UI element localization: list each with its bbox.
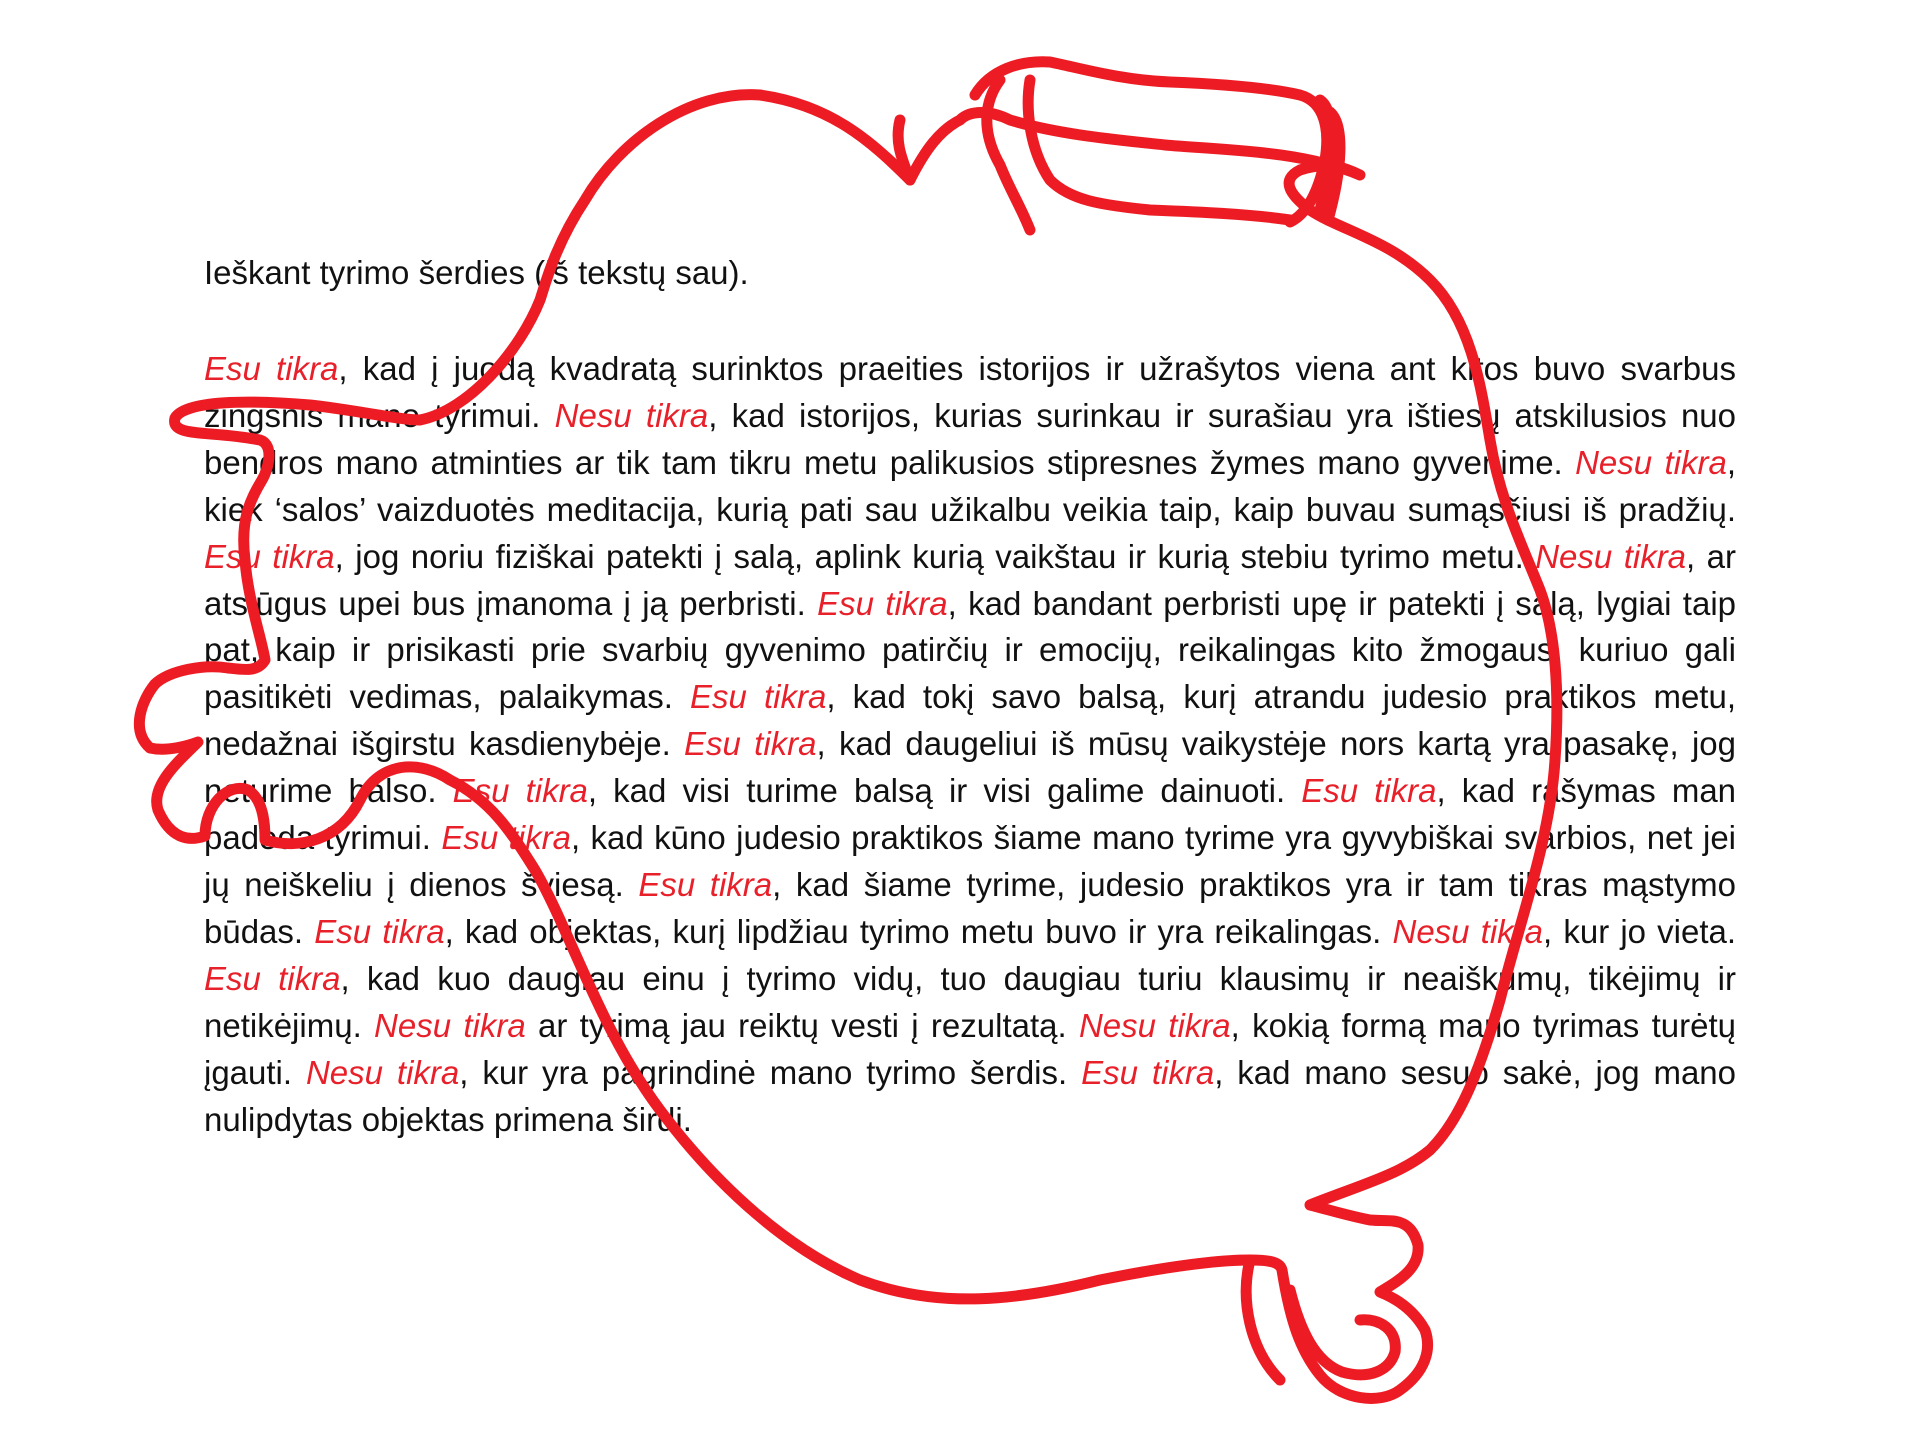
body-text-run: , kad šiame tyrime, judesio praktikos yra ir tam tikras mąstymo būdas. <box>204 865 1736 950</box>
heart-outline-top-tail <box>987 80 1030 230</box>
body-text-run: , kad mano sesuo sakė, jog mano nulipdytas objektas primena širdį. <box>204 1053 1737 1138</box>
body-text-run: , kad kūno judesio praktikos šiame mano tyrime yra gyvybiškai svarbios, net jei jų neiškeliu į dienos šviesą. <box>204 819 1737 903</box>
body-text-run: , kokią formą mano tyrimas turėtų įgauti. <box>204 1006 1736 1091</box>
body-text-run: , kad daugeliui iš mūsų vaikystėje nors kartą yra pasakę, jog neturime balso. <box>204 725 1736 810</box>
body-text-run: , kad istorijos, kurias surinkau ir surašiau yra ištiesų atskilusios nuo bendros mano atminties ar tik tam tikru metu palikusios stipresnes žymes mano gyvenime. <box>204 396 1737 481</box>
emphasis-phrase: Nesu tikra <box>374 1006 526 1044</box>
emphasis-phrase: Esu tikra <box>817 584 948 622</box>
emphasis-phrase: Esu tikra <box>684 725 817 763</box>
body-text-run: , kad tokį savo balsą, kurį atrandu judesio praktikos metu, nedažnai išgirstu kasdienybėje. <box>204 678 1737 763</box>
body-text-run: , jog noriu fiziškai patekti į salą, aplink kurią vaikštau ir kurią stebiu tyrimo metu. <box>334 537 1536 575</box>
emphasis-phrase: Esu tikra <box>204 959 341 997</box>
heart-outline-top-left-strand <box>898 120 910 180</box>
body-text-run: , kur jo vieta. <box>1543 912 1737 950</box>
heart-outline-top-stroke-a <box>1320 100 1331 210</box>
heart-outline-top-knob-inner <box>1028 80 1290 220</box>
body-text-run: , kad rašymas man padeda tyrimui. <box>204 772 1737 857</box>
emphasis-phrase: Nesu tikra <box>1535 537 1687 575</box>
emphasis-phrase: Nesu tikra <box>554 396 709 434</box>
body-text-run: , kad kuo daugiau einu į tyrimo vidų, tuo daugiau turiu klausimų ir neaiškumų, tikėjimų ir netikėjimų. <box>204 959 1737 1044</box>
heart-outline-top-stroke-b <box>1328 112 1340 220</box>
document-body <box>204 346 1736 1143</box>
body-text-run: ar tyrimą jau reiktų vesti į rezultatą. <box>525 1006 1079 1044</box>
body-text-run: , kad į juodą kvadratą surinktos praeities istorijos ir užrašytos viena ant kitos buvo svarbus žingsnis mano tyrimui. <box>204 350 1737 434</box>
body-text-run: , kad visi turime balsą ir visi galime dainuoti. <box>587 772 1302 810</box>
emphasis-phrase: Nesu tikra <box>1575 443 1727 481</box>
emphasis-phrase: Esu tikra <box>441 819 571 857</box>
emphasis-phrase: Nesu tikra <box>1078 1006 1231 1044</box>
emphasis-phrase: Nesu tikra <box>305 1053 460 1091</box>
emphasis-phrase: Esu tikra <box>204 537 335 575</box>
emphasis-phrase: Esu tikra <box>204 350 339 387</box>
emphasis-phrase: Esu tikra <box>1081 1053 1215 1091</box>
emphasis-phrase: Esu tikra <box>638 865 773 903</box>
heart-outline-top-knob <box>975 62 1327 222</box>
document-title: Ieškant tyrimo šerdies (iš tekstų sau). <box>204 254 749 291</box>
emphasis-phrase: Esu tikra <box>1301 772 1437 810</box>
body-text-run: , kur yra pagrindinė mano tyrimo šerdis. <box>459 1053 1082 1091</box>
emphasis-phrase: Nesu tikra <box>1392 912 1544 950</box>
emphasis-phrase: Esu tikra <box>452 772 588 810</box>
emphasis-phrase: Esu tikra <box>690 678 827 716</box>
body-text-run: , ar atslūgus upei bus įmanoma į ją perbristi. <box>204 537 1736 622</box>
body-text-run: , kad bandant perbristi upę ir patekti į salą, lygiai taip pat, kaip ir prisikasti prie svarbių gyvenimo patirčių ir emocijų, reikalingas kito žmogaus, kuriuo gali pasitikėti vedimas, palaikymas. <box>204 584 1737 716</box>
body-text-run: , kad objektas, kurį lipdžiau tyrimo metu buvo ir yra reikalingas. <box>444 912 1393 950</box>
emphasis-phrase: Esu tikra <box>314 912 445 950</box>
body-text-run: , kiek ‘salos’ vaizduotės meditacija, kurią pati sau užikalbu veikia taip, kaip buvau sumąsčiusi iš pradžių. <box>204 443 1736 528</box>
heart-outline-bottom-strand <box>1246 1260 1280 1380</box>
heart-outline-bottom-knob <box>1290 1290 1395 1375</box>
